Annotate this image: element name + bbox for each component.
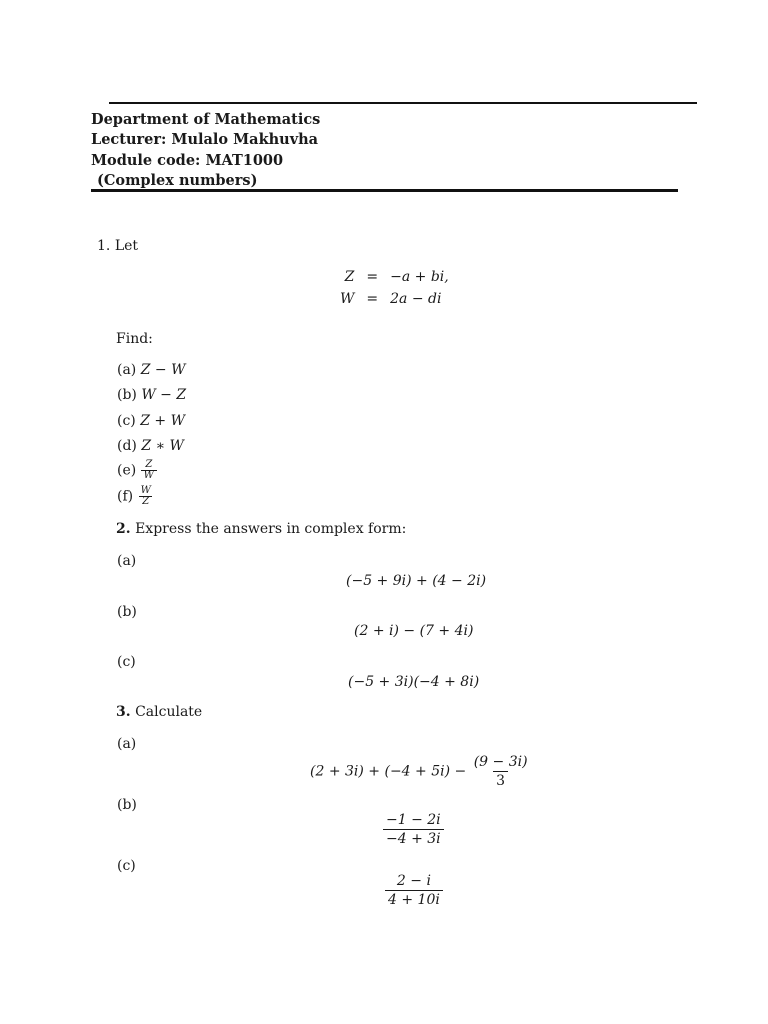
question-3-heading: [116, 704, 202, 720]
q1-item-a-label: (a): [117, 362, 137, 378]
q1-item-f-denominator: Z: [139, 496, 152, 507]
q2-item-b-label: (b): [117, 604, 137, 620]
q1-item-d-expr: Z ∗ W: [141, 438, 184, 454]
q3-item-b-numerator: −1 − 2i: [386, 812, 441, 828]
q1-item-b-expr: W − Z: [141, 387, 187, 403]
q3-item-a-prefix: (2 + 3i) + (−4 + 5i) −: [310, 763, 467, 780]
q3-item-a-numerator: (9 − 3i): [473, 754, 528, 770]
equation-w-equals: =: [366, 291, 379, 307]
q2-item-b-expr: (2 + i) − (7 + 4i): [354, 623, 474, 639]
department-heading: Department of Mathematics: [91, 111, 321, 128]
q3-item-c-numerator: 2 − i: [396, 873, 431, 889]
question-2-heading: [116, 521, 406, 537]
q1-item-a-expr: Z − W: [140, 362, 186, 378]
q1-item-c: [117, 413, 185, 429]
q2-item-a-expr: (−5 + 9i) + (4 − 2i): [346, 573, 487, 589]
lecturer-line: Lecturer: Mulalo Makhuvha: [91, 131, 319, 148]
q3-item-b-label: (b): [117, 797, 137, 813]
q1-item-f-numerator: W: [140, 485, 151, 496]
equation-z-rhs: −a + bi,: [390, 269, 449, 285]
q1-item-e-label: (e): [117, 462, 137, 479]
q1-item-d: [117, 438, 184, 454]
q3-item-a-label: (a): [117, 736, 137, 752]
q2-item-c-expr: (−5 + 3i)(−4 + 8i): [348, 674, 480, 690]
q1-item-f: [117, 486, 154, 507]
definition-equations: [334, 266, 455, 310]
q3-item-c-denominator: 4 + 10i: [385, 890, 443, 909]
equation-z-lhs: Z: [344, 269, 355, 285]
q1-item-d-label: (d): [117, 438, 137, 454]
topic-line: (Complex numbers): [97, 172, 258, 189]
q2-item-a-label: (a): [117, 553, 137, 569]
question-3-number: 3.: [116, 704, 131, 720]
q1-item-e-numerator: Z: [145, 459, 153, 470]
q3-item-b-fraction: [383, 811, 444, 848]
header-top-rule: [109, 102, 697, 104]
q1-item-f-label: (f): [117, 488, 134, 505]
question-3-prompt: Calculate: [135, 704, 203, 720]
question-1-intro: [97, 238, 138, 254]
question-2-number: 2.: [116, 521, 131, 537]
q3-item-a-fraction: [471, 753, 531, 790]
question-2-prompt: Express the answers in complex form:: [135, 521, 407, 537]
module-code-line: Module code: MAT1000: [91, 152, 284, 169]
q1-item-c-expr: Z + W: [140, 413, 185, 429]
q1-item-e: [117, 460, 157, 481]
q3-item-b-denominator: −4 + 3i: [383, 829, 444, 848]
q1-item-f-fraction: [138, 486, 154, 507]
q3-item-c-label: (c): [117, 858, 136, 874]
q1-item-a: [117, 362, 185, 378]
q1-item-b: [117, 387, 186, 403]
equation-z: [334, 266, 455, 288]
q3-item-c-fraction: [385, 872, 443, 909]
equation-w-rhs: 2a − di: [390, 291, 442, 307]
question-1-let: Let: [114, 238, 139, 254]
q3-item-a-expr: [310, 753, 531, 790]
q3-item-a-denominator: 3: [493, 771, 508, 790]
find-label: Find:: [116, 331, 153, 347]
equation-z-equals: =: [366, 269, 379, 285]
equation-w: [334, 288, 455, 310]
q1-item-b-label: (b): [117, 387, 137, 403]
question-1-number: 1.: [97, 238, 111, 254]
q3-item-b-expr: [383, 811, 444, 848]
header-bottom-rule: [91, 189, 678, 192]
q1-item-e-denominator: W: [141, 470, 157, 481]
q3-item-c-expr: [385, 872, 443, 909]
equation-w-lhs: W: [340, 291, 355, 307]
q2-item-c-label: (c): [117, 654, 136, 670]
q1-item-e-fraction: [141, 460, 157, 481]
q1-item-c-label: (c): [117, 413, 136, 429]
